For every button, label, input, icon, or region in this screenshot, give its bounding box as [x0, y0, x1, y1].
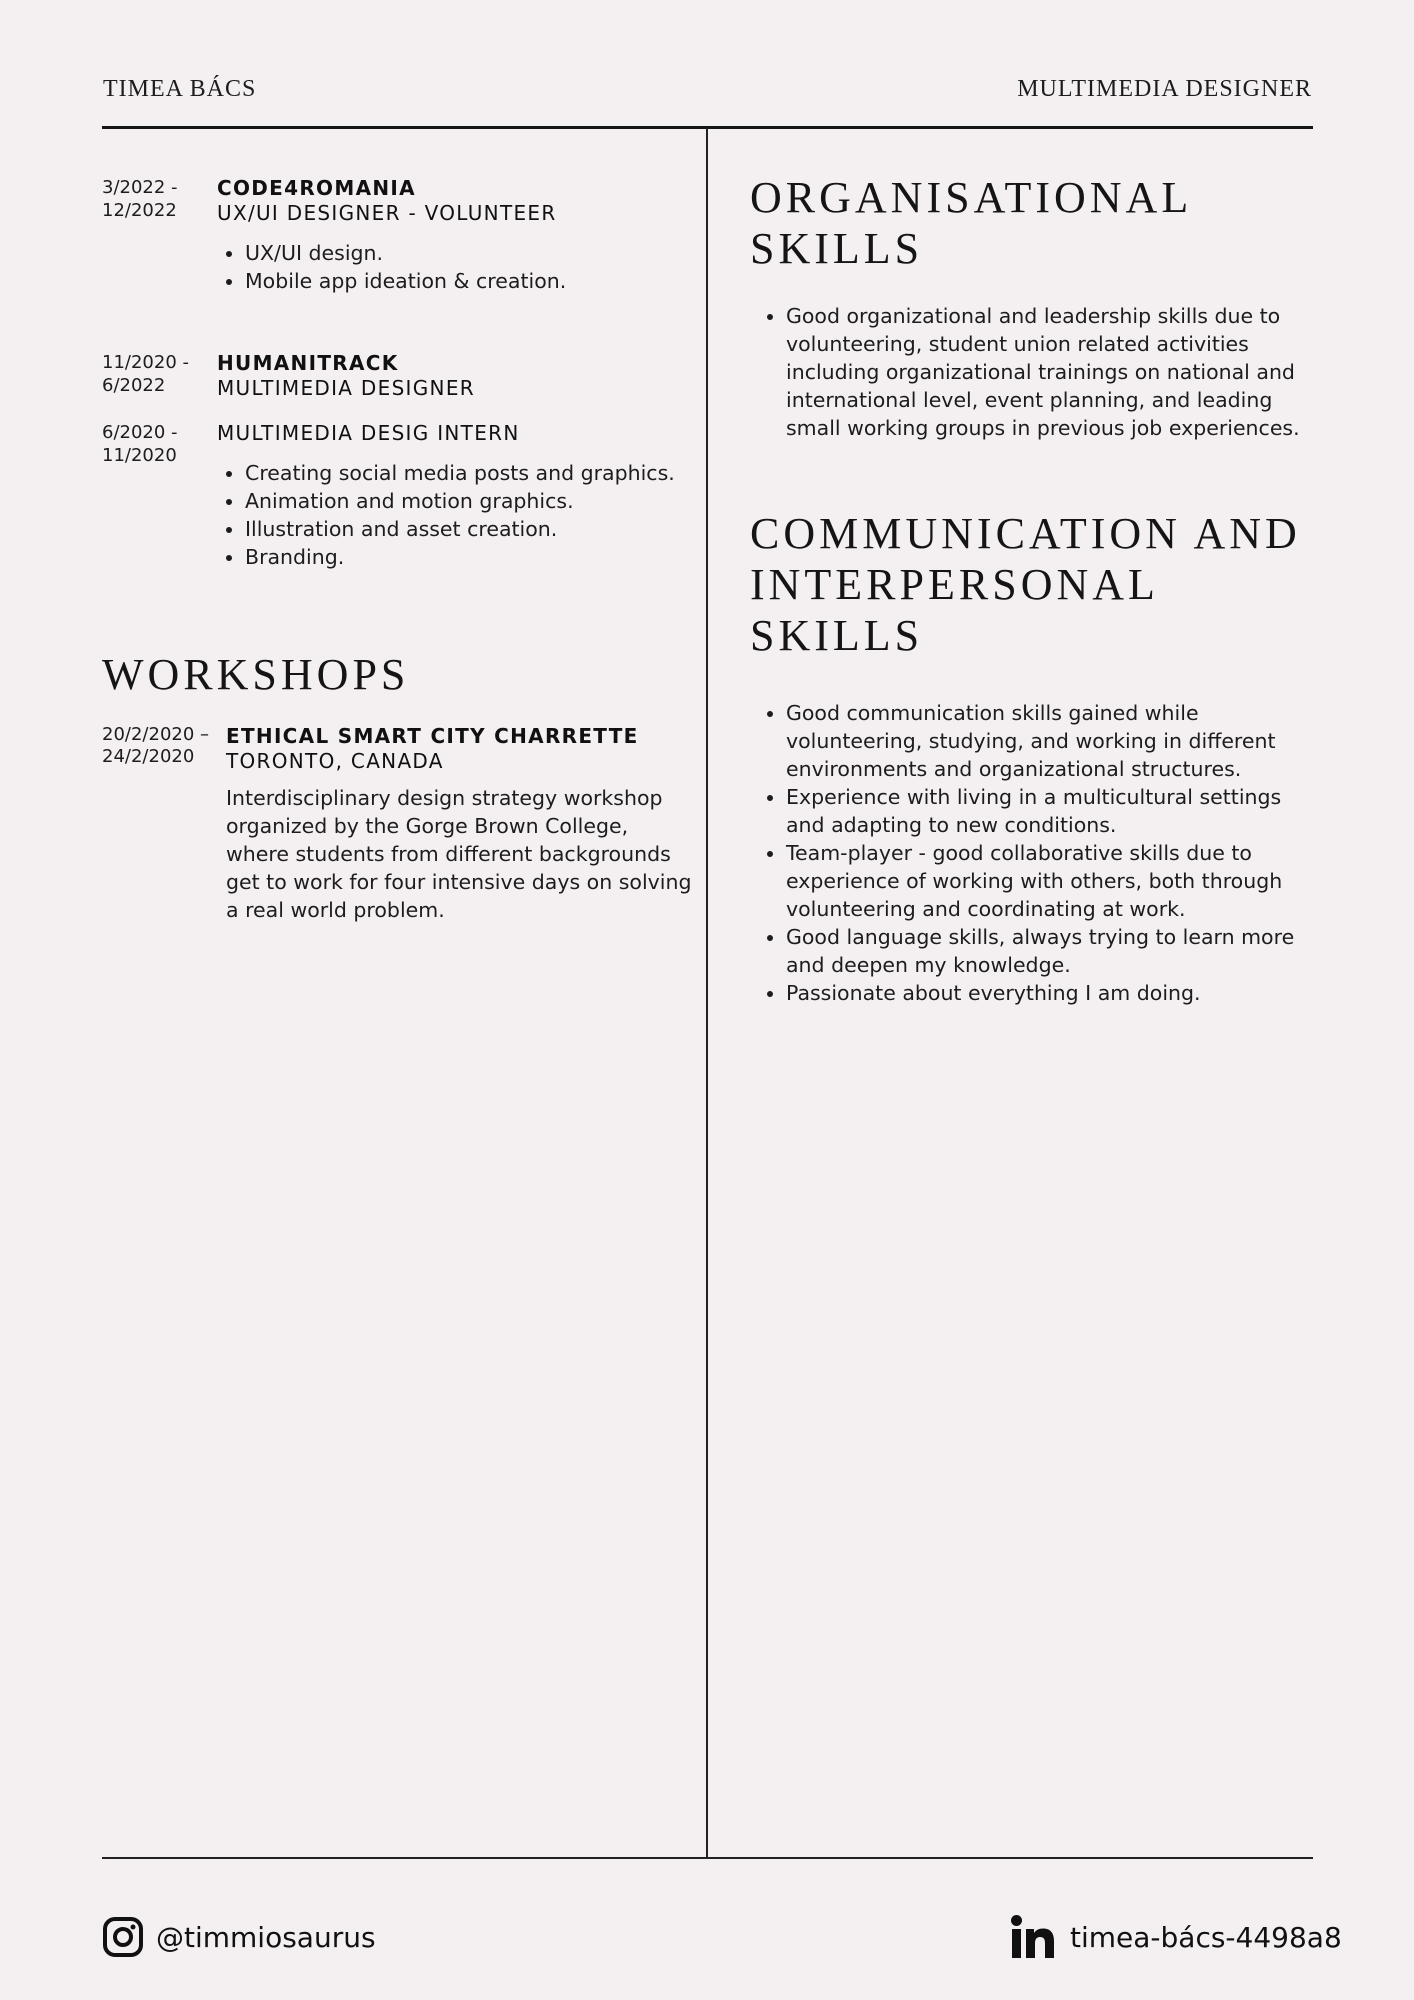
resume-role: MULTIMEDIA DESIGNER [1017, 76, 1312, 102]
experience-bullets [217, 239, 692, 295]
linkedin-icon [1010, 1914, 1056, 1960]
experience-bullet: • Animation and motion graphics. [245, 487, 692, 515]
experience-bullet: • Mobile app ideation & creation. [245, 267, 692, 295]
skill-item: • Good language skills, always trying to learn more and deepen my knowledge. [786, 923, 1320, 979]
experience-title: MULTIMEDIA DESIG INTERN [217, 421, 520, 445]
communication-skills-heading: COMMUNICATION AND INTERPERSONAL SKILLS [750, 509, 1301, 660]
experience-bullets [217, 459, 692, 571]
experience-title: MULTIMEDIA DESIGNER [217, 376, 475, 400]
resume-name: TIMEA BÁCS [103, 76, 257, 102]
skill-item: • Good organizational and leadership skills due to volunteering, student union related activities including organizational trainings on national and international level, event planning, and leading small working groups in previous job experiences. [786, 302, 1320, 442]
linkedin-handle[interactable]: timea-bács-4498a8 [1070, 1920, 1342, 1954]
skill-item: • Passionate about everything I am doing. [786, 979, 1320, 1007]
right-column [750, 172, 1320, 1007]
experience-company: HUMANITRACK [217, 351, 399, 375]
skill-item: • Experience with living in a multicultural settings and adapting to new conditions. [786, 783, 1320, 839]
experience-bullet: • Creating social media posts and graphics. [245, 459, 692, 487]
experience-date: 6/2020 - 11/2020 [102, 422, 178, 466]
left-column [102, 170, 692, 924]
workshop-location: TORONTO, CANADA [226, 749, 444, 773]
workshop-item [102, 724, 692, 924]
experience-date: 11/2020 - 6/2022 [102, 352, 189, 396]
experience-item [102, 351, 692, 401]
communication-skills-list [750, 699, 1320, 1007]
experience-bullet: • Illustration and asset creation. [245, 515, 692, 543]
footer-divider [102, 1857, 1313, 1859]
experience-date: 3/2022 - 12/2022 [102, 177, 178, 221]
instagram-icon [102, 1916, 144, 1958]
instagram-handle[interactable]: @timmiosaurus [156, 1920, 376, 1954]
skill-item: • Team-player - good collaborative skills due to experience of working with others, both through volunteering and coordinating at work. [786, 839, 1320, 923]
organisational-skills-heading: ORGANISATIONAL SKILLS [750, 173, 1191, 273]
linkedin-link[interactable] [1010, 1914, 1342, 1960]
organisational-skills-list [750, 302, 1320, 442]
column-divider [706, 128, 708, 1858]
experience-bullet: • Branding. [245, 543, 692, 571]
workshop-title: ETHICAL SMART CITY CHARRETTE [226, 724, 639, 748]
experience-bullet: • UX/UI design. [245, 239, 692, 267]
skill-item: • Good communication skills gained while volunteering, studying, and working in different environments and organizational structures. [786, 699, 1320, 783]
experience-item [102, 421, 692, 571]
experience-company: CODE4ROMANIA [217, 176, 416, 200]
workshops-heading: WORKSHOPS [102, 650, 410, 699]
instagram-link[interactable] [102, 1916, 376, 1958]
experience-item [102, 176, 692, 295]
workshop-description: Interdisciplinary design strategy workshop organized by the Gorge Brown College, where students from different backgrounds get to work for four intensive days on solving a real world problem. [226, 786, 692, 922]
workshop-date: 20/2/2020 – 24/2/2020 [102, 724, 210, 767]
experience-title: UX/UI DESIGNER - VOLUNTEER [217, 201, 557, 225]
